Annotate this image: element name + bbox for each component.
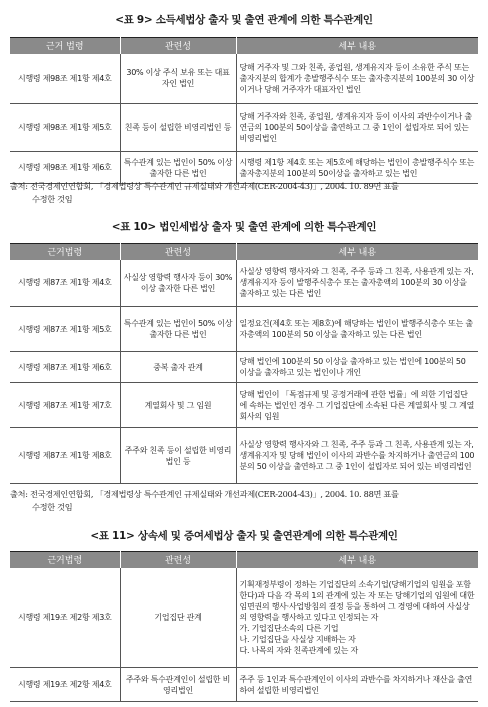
basis-cell: 시행령 제98조 제1항 제4호 <box>10 54 120 104</box>
relation-cell: 30% 이상 주식 보유 또는 대표자인 법인 <box>120 54 236 104</box>
table-row <box>10 307 478 352</box>
table-10-caption: <표 10> 법인세법상 출자 및 출연 관계에 의한 특수관계인 <box>111 221 377 233</box>
table-row <box>10 428 478 484</box>
detail-line: 가. 기업집단소속의 다른 기업 <box>239 623 339 633</box>
relation-cell: 주주와 친족 등이 설립한 비영리법인 등 <box>120 428 236 484</box>
detail-cell: 주주 등 1인과 특수관계인이 이사의 과반수를 차지하거나 재산을 출연하여 설립한 비영리법인 <box>236 668 478 702</box>
source-line: 수정한 것임 <box>32 502 73 512</box>
table-9 <box>10 37 478 184</box>
detail-cell: 사실상 영향력 행사자와 그 친족, 주주 등과 그 친족, 사용관계 있는 자, 생계유지자 등이 발행주식총수 또는 출자총액의 100분의 30 이상을 출자하고 있는 다른 법인 <box>236 260 478 307</box>
detail-line: 나. 기업집단을 사실상 지배하는 자 <box>239 634 356 644</box>
detail-cell <box>236 568 478 668</box>
relation-cell: 계열회사 및 그 임원 <box>120 383 236 428</box>
relation-cell: 사실상 영향력 행사자 등이 30% 이상 출자한 다른 법인 <box>120 260 236 307</box>
table-row <box>10 54 478 104</box>
relation-cell: 중복 출자 관계 <box>120 352 236 383</box>
basis-cell: 시행령 제87조 제1항 제8호 <box>10 428 120 484</box>
table-9-source <box>10 180 478 206</box>
table-11-header-basis: 근거법령 <box>10 552 120 568</box>
detail-cell: 당해 거주자와 친족, 종업원, 생계유지자 등이 이사의 과반수이거나 출연금의 100분의 50이상을 출연하고 그 중 1인이 설립자로 되어 있는 비영리법인 <box>236 104 478 152</box>
relation-cell: 주주와 특수관계인이 설립한 비영리법인 <box>120 668 236 702</box>
table-row <box>10 260 478 307</box>
basis-cell: 시행령 제87조 제1항 제5호 <box>10 307 120 352</box>
detail-cell: 사실상 영향력 행사자와 그 친족, 주주 등과 그 친족, 사용관계 있는 자, 생계유지자 및 당해 법인이 이사의 과반수를 차지하거나 출연금의 100분의 50 이상을 출연하고 그 중 1인이 설립자로 되어 있는 비영리법인 <box>236 428 478 484</box>
table-10-source <box>10 488 478 514</box>
relation-cell: 친족 등이 설립한 비영리법인 등 <box>120 104 236 152</box>
relation-cell: 특수관계 있는 법인이 50% 이상 출자한 다른 법인 <box>120 152 236 184</box>
detail-cell: 시행령 제1항 제4호 또는 제5호에 해당하는 법인이 총발행주식수 또는 출자총지분의 100분의 50이상을 출자하고 있는 법인 <box>236 152 478 184</box>
detail-line: 기획재정부령이 정하는 기업집단의 소속기업(당해기업의 임원을 포함한다)과 다음 각 목의 1의 관계에 있는 자 또는 당해기업의 임원에 대한 임면권의 행사·사업방침의 결정 등을 통하여 그 경영에 대하여 사실상의 영향력을 행사하고 있다고 인정되는 자 <box>239 579 475 622</box>
detail-cell: 일정요건(제4호 또는 제8호)에 해당하는 법인이 발행주식총수 또는 출자총액의 100분의 50 이상을 출자하고 있는 다른 법인 <box>236 307 478 352</box>
basis-cell: 시행령 제87조 제1항 제7호 <box>10 383 120 428</box>
table-10-header-basis: 근거법령 <box>10 244 120 260</box>
table-11 <box>10 551 478 702</box>
table-10-header-relation: 관련성 <box>120 244 236 260</box>
relation-cell: 특수관계 있는 법인이 50% 이상 출자한 다른 법인 <box>120 307 236 352</box>
table-row <box>10 104 478 152</box>
table-row <box>10 352 478 383</box>
source-line: 수정한 것임 <box>32 194 73 204</box>
table-row <box>10 152 478 184</box>
basis-cell: 시행령 제19조 제2항 제4호 <box>10 668 120 702</box>
table-10-header-detail: 세부 내용 <box>236 244 478 260</box>
table-10 <box>10 243 478 484</box>
detail-line: 다. 나목의 자와 친족관계에 있는 자 <box>239 645 358 655</box>
relation-cell: 기업집단 관계 <box>120 568 236 668</box>
table-row <box>10 383 478 428</box>
source-line: 출처: 전국경제인연합회, 「경제법령상 특수관계인 규제실태와 개선과제(CER-2004-43)」, 2004. 10. 89면 표를 <box>10 181 399 191</box>
detail-cell: 당해 거주자 및 그와 친족, 종업원, 생계유지자 등이 소유한 주식 또는 출자지분의 합계가 총발행주식수 또는 출자총지분의 100분의 30 이상이거나 당해 거주자가 대표자인 법인 <box>236 54 478 104</box>
table-9-header-detail: 세부 내용 <box>236 38 478 54</box>
source-line: 출처: 전국경제인연합회, 「경제법령상 특수관계인 규제실태와 개선과제(CER-2004-43)」, 2004. 10. 88면 표를 <box>10 489 399 499</box>
table-11-header-detail: 세부 내용 <box>236 552 478 568</box>
basis-cell: 시행령 제98조 제1항 제6호 <box>10 152 120 184</box>
basis-cell: 시행령 제98조 제1항 제5호 <box>10 104 120 152</box>
table-11-caption: <표 11> 상속세 및 증여세법상 출자 및 출연관계에 의한 특수관계인 <box>90 530 398 542</box>
table-11-header-relation: 관련성 <box>120 552 236 568</box>
basis-cell: 시행령 제19조 제2항 제3호 <box>10 568 120 668</box>
detail-cell: 당해 법인이 「독점규제 및 공정거래에 관한 법률」에 의한 기업집단에 속하는 법인인 경우 그 기업집단에 소속된 다른 계열회사 및 그 계열회사의 임원 <box>236 383 478 428</box>
basis-cell: 시행령 제87조 제1항 제4호 <box>10 260 120 307</box>
detail-cell: 당해 법인에 100분의 50 이상을 출자하고 있는 법인에 100분의 50 이상을 출자하고 있는 법인이나 개인 <box>236 352 478 383</box>
table-row <box>10 668 478 702</box>
table-row <box>10 568 478 668</box>
table-9-caption: <표 9> 소득세법상 출자 및 출연 관계에 의한 특수관계인 <box>115 14 373 26</box>
table-9-header-relation: 관련성 <box>120 38 236 54</box>
table-9-header-basis: 근거 법령 <box>10 38 120 54</box>
basis-cell: 시행령 제87조 제1항 제6호 <box>10 352 120 383</box>
